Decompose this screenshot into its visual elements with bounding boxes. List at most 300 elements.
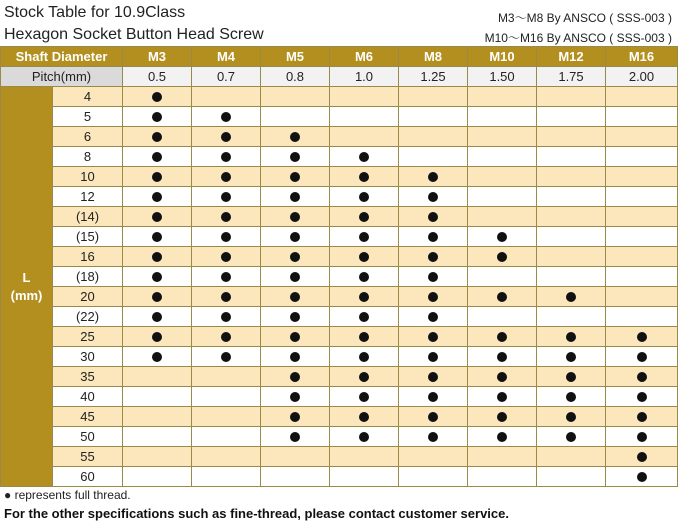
stock-cell xyxy=(399,127,468,147)
diameter-header: M4 xyxy=(192,47,261,67)
stock-cell xyxy=(330,147,399,167)
length-value: 10 xyxy=(53,167,123,187)
table-row xyxy=(1,327,678,347)
full-thread-dot-icon xyxy=(566,392,576,402)
stock-cell xyxy=(468,167,537,187)
full-thread-dot-icon xyxy=(221,212,231,222)
full-thread-dot-icon xyxy=(359,232,369,242)
stock-cell xyxy=(261,147,330,167)
full-thread-dot-icon xyxy=(359,212,369,222)
full-thread-dot-icon xyxy=(290,192,300,202)
stock-table-body xyxy=(1,87,678,487)
stock-cell xyxy=(468,467,537,487)
stock-cell xyxy=(399,87,468,107)
stock-cell xyxy=(123,427,192,447)
stock-cell xyxy=(537,367,606,387)
stock-cell xyxy=(468,427,537,447)
pitch-value: 1.50 xyxy=(468,67,537,87)
stock-cell xyxy=(537,87,606,107)
stock-cell xyxy=(606,167,678,187)
stock-cell xyxy=(537,147,606,167)
stock-cell xyxy=(468,327,537,347)
diameter-header: M5 xyxy=(261,47,330,67)
stock-cell xyxy=(192,467,261,487)
full-thread-dot-icon xyxy=(428,212,438,222)
stock-cell xyxy=(399,147,468,167)
stock-cell xyxy=(399,267,468,287)
stock-cell xyxy=(123,367,192,387)
stock-cell xyxy=(606,467,678,487)
full-thread-dot-icon xyxy=(221,232,231,242)
stock-cell xyxy=(261,267,330,287)
stock-cell xyxy=(399,187,468,207)
full-thread-dot-icon xyxy=(428,372,438,382)
stock-cell xyxy=(399,347,468,367)
stock-cell xyxy=(468,87,537,107)
table-row xyxy=(1,187,678,207)
full-thread-dot-icon xyxy=(497,332,507,342)
full-thread-dot-icon xyxy=(290,272,300,282)
stock-cell xyxy=(330,247,399,267)
table-row xyxy=(1,307,678,327)
full-thread-dot-icon xyxy=(290,132,300,142)
pitch-value: 0.5 xyxy=(123,67,192,87)
length-value: 25 xyxy=(53,327,123,347)
diameter-header: M6 xyxy=(330,47,399,67)
stock-cell xyxy=(330,267,399,287)
full-thread-dot-icon xyxy=(290,252,300,262)
stock-cell xyxy=(468,147,537,167)
stock-cell xyxy=(261,367,330,387)
full-thread-dot-icon xyxy=(359,252,369,262)
stock-cell xyxy=(330,207,399,227)
stock-cell xyxy=(399,467,468,487)
stock-cell xyxy=(330,347,399,367)
table-row xyxy=(1,247,678,267)
stock-cell xyxy=(261,447,330,467)
full-thread-dot-icon xyxy=(221,352,231,362)
stock-cell xyxy=(330,427,399,447)
stock-cell xyxy=(123,327,192,347)
length-value: 16 xyxy=(53,247,123,267)
full-thread-dot-icon xyxy=(290,212,300,222)
notes xyxy=(4,487,509,523)
table-row xyxy=(1,147,678,167)
stock-cell xyxy=(192,147,261,167)
stock-cell xyxy=(537,467,606,487)
title-line-1: Stock Table for 10.9Class xyxy=(4,4,186,21)
full-thread-dot-icon xyxy=(497,292,507,302)
length-label: L xyxy=(22,269,31,285)
full-thread-dot-icon xyxy=(497,352,507,362)
stock-cell xyxy=(261,247,330,267)
full-thread-dot-icon xyxy=(497,372,507,382)
full-thread-dot-icon xyxy=(290,352,300,362)
stock-cell xyxy=(399,427,468,447)
stock-cell xyxy=(399,227,468,247)
full-thread-dot-icon xyxy=(221,292,231,302)
full-thread-dot-icon xyxy=(290,232,300,242)
length-value: 60 xyxy=(53,467,123,487)
stock-cell xyxy=(399,247,468,267)
full-thread-dot-icon xyxy=(566,432,576,442)
full-thread-dot-icon xyxy=(152,232,162,242)
stock-table xyxy=(0,46,678,487)
full-thread-dot-icon xyxy=(428,232,438,242)
stock-cell xyxy=(399,407,468,427)
stock-cell xyxy=(123,467,192,487)
full-thread-dot-icon xyxy=(152,212,162,222)
full-thread-dot-icon xyxy=(359,392,369,402)
full-thread-dot-icon xyxy=(428,432,438,442)
stock-cell xyxy=(468,227,537,247)
table-row xyxy=(1,447,678,467)
stock-cell xyxy=(330,307,399,327)
pitch-value: 1.75 xyxy=(537,67,606,87)
stock-cell xyxy=(192,287,261,307)
stock-cell xyxy=(123,87,192,107)
full-thread-dot-icon xyxy=(428,252,438,262)
full-thread-dot-icon xyxy=(221,192,231,202)
title-line-2: Hexagon Socket Button Head Screw xyxy=(4,26,264,43)
stock-cell xyxy=(192,227,261,247)
length-value: 6 xyxy=(53,127,123,147)
diameter-header: M8 xyxy=(399,47,468,67)
stock-cell xyxy=(330,367,399,387)
stock-cell xyxy=(330,447,399,467)
stock-cell xyxy=(192,407,261,427)
stock-cell xyxy=(537,427,606,447)
full-thread-dot-icon xyxy=(428,172,438,182)
diameter-header: M12 xyxy=(537,47,606,67)
stock-cell xyxy=(192,427,261,447)
full-thread-dot-icon xyxy=(152,252,162,262)
stock-cell xyxy=(192,347,261,367)
full-thread-dot-icon xyxy=(359,432,369,442)
stock-cell xyxy=(123,307,192,327)
table-row xyxy=(1,407,678,427)
full-thread-dot-icon xyxy=(566,292,576,302)
table-row xyxy=(1,207,678,227)
full-thread-dot-icon xyxy=(290,392,300,402)
stock-cell xyxy=(261,127,330,147)
full-thread-dot-icon xyxy=(359,272,369,282)
stock-cell xyxy=(606,427,678,447)
stock-cell xyxy=(537,287,606,307)
stock-cell xyxy=(261,347,330,367)
full-thread-dot-icon xyxy=(152,312,162,322)
full-thread-legend: ● represents full thread. xyxy=(4,488,131,502)
full-thread-dot-icon xyxy=(152,152,162,162)
source-line-1: M3～M8 By ANSCO ( SSS-003 ) xyxy=(497,11,672,25)
stock-cell xyxy=(192,367,261,387)
stock-cell xyxy=(468,127,537,147)
full-thread-dot-icon xyxy=(359,172,369,182)
full-thread-dot-icon xyxy=(428,292,438,302)
full-thread-dot-icon xyxy=(566,352,576,362)
stock-cell xyxy=(606,187,678,207)
stock-cell xyxy=(261,307,330,327)
stock-cell xyxy=(537,447,606,467)
full-thread-dot-icon xyxy=(497,412,507,422)
stock-cell xyxy=(606,327,678,347)
length-value: 30 xyxy=(53,347,123,367)
stock-cell xyxy=(537,327,606,347)
stock-cell xyxy=(468,407,537,427)
full-thread-dot-icon xyxy=(221,332,231,342)
stock-cell xyxy=(399,287,468,307)
stock-cell xyxy=(123,387,192,407)
stock-cell xyxy=(261,167,330,187)
stock-cell xyxy=(330,467,399,487)
full-thread-dot-icon xyxy=(428,332,438,342)
pitch-value: 1.0 xyxy=(330,67,399,87)
stock-cell xyxy=(123,127,192,147)
table-row xyxy=(1,367,678,387)
stock-cell xyxy=(123,447,192,467)
table-row xyxy=(1,467,678,487)
stock-cell xyxy=(261,187,330,207)
stock-cell xyxy=(192,167,261,187)
full-thread-dot-icon xyxy=(637,472,647,482)
full-thread-dot-icon xyxy=(428,412,438,422)
full-thread-dot-icon xyxy=(637,352,647,362)
full-thread-dot-icon xyxy=(359,352,369,362)
full-thread-dot-icon xyxy=(637,432,647,442)
stock-cell xyxy=(606,247,678,267)
length-value: 12 xyxy=(53,187,123,207)
stock-cell xyxy=(261,387,330,407)
full-thread-dot-icon xyxy=(359,152,369,162)
stock-cell xyxy=(123,107,192,127)
stock-cell xyxy=(468,447,537,467)
stock-cell xyxy=(399,327,468,347)
full-thread-dot-icon xyxy=(428,272,438,282)
stock-cell xyxy=(606,387,678,407)
table-row xyxy=(1,227,678,247)
stock-cell xyxy=(261,327,330,347)
stock-cell xyxy=(399,447,468,467)
table-row xyxy=(1,427,678,447)
full-thread-dot-icon xyxy=(428,352,438,362)
full-thread-dot-icon xyxy=(152,172,162,182)
stock-cell xyxy=(261,407,330,427)
stock-cell xyxy=(606,107,678,127)
full-thread-dot-icon xyxy=(637,452,647,462)
length-value: 50 xyxy=(53,427,123,447)
full-thread-dot-icon xyxy=(152,352,162,362)
diameter-header: M3 xyxy=(123,47,192,67)
stock-cell xyxy=(468,267,537,287)
stock-cell xyxy=(399,307,468,327)
stock-cell xyxy=(192,387,261,407)
table-row xyxy=(1,287,678,307)
stock-cell xyxy=(468,367,537,387)
length-value: 5 xyxy=(53,107,123,127)
stock-cell xyxy=(123,407,192,427)
length-value: 55 xyxy=(53,447,123,467)
stock-cell xyxy=(606,207,678,227)
full-thread-dot-icon xyxy=(637,372,647,382)
stock-cell xyxy=(123,227,192,247)
stock-cell xyxy=(468,307,537,327)
stock-cell xyxy=(123,347,192,367)
stock-cell xyxy=(537,247,606,267)
length-value: 20 xyxy=(53,287,123,307)
stock-cell xyxy=(261,87,330,107)
source-line-2: M10～M16 By ANSCO ( SSS-003 ) xyxy=(484,31,672,45)
full-thread-dot-icon xyxy=(290,372,300,382)
pitch-row xyxy=(1,67,678,87)
full-thread-dot-icon xyxy=(290,432,300,442)
table-row xyxy=(1,267,678,287)
full-thread-dot-icon xyxy=(359,332,369,342)
full-thread-dot-icon xyxy=(152,292,162,302)
pitch-value: 2.00 xyxy=(606,67,678,87)
stock-cell xyxy=(123,267,192,287)
stock-cell xyxy=(537,207,606,227)
pitch-label: Pitch(mm) xyxy=(1,67,123,87)
diameter-header: M10 xyxy=(468,47,537,67)
stock-cell xyxy=(123,287,192,307)
stock-cell xyxy=(606,287,678,307)
full-thread-dot-icon xyxy=(359,372,369,382)
stock-cell xyxy=(261,287,330,307)
length-value: 40 xyxy=(53,387,123,407)
stock-cell xyxy=(399,107,468,127)
full-thread-dot-icon xyxy=(221,132,231,142)
length-value: 8 xyxy=(53,147,123,167)
stock-cell xyxy=(399,167,468,187)
stock-cell xyxy=(261,227,330,247)
stock-cell xyxy=(192,207,261,227)
full-thread-dot-icon xyxy=(221,152,231,162)
stock-cell xyxy=(537,107,606,127)
table-row xyxy=(1,107,678,127)
stock-cell xyxy=(537,267,606,287)
stock-cell xyxy=(330,127,399,147)
stock-cell xyxy=(123,187,192,207)
pitch-value: 0.7 xyxy=(192,67,261,87)
full-thread-dot-icon xyxy=(566,412,576,422)
stock-cell xyxy=(606,227,678,247)
stock-cell xyxy=(468,107,537,127)
stock-cell xyxy=(606,87,678,107)
full-thread-dot-icon xyxy=(152,332,162,342)
full-thread-dot-icon xyxy=(290,152,300,162)
full-thread-dot-icon xyxy=(428,192,438,202)
stock-cell xyxy=(123,147,192,167)
full-thread-dot-icon xyxy=(152,112,162,122)
stock-cell xyxy=(330,287,399,307)
stock-cell xyxy=(261,427,330,447)
stock-cell xyxy=(606,127,678,147)
shaft-diameter-header: Shaft Diameter xyxy=(1,47,123,67)
stock-cell xyxy=(399,367,468,387)
length-value: 45 xyxy=(53,407,123,427)
stock-cell xyxy=(330,187,399,207)
full-thread-dot-icon xyxy=(290,332,300,342)
stock-cell xyxy=(537,307,606,327)
stock-cell xyxy=(192,187,261,207)
full-thread-dot-icon xyxy=(359,312,369,322)
stock-cell xyxy=(123,247,192,267)
diameter-header-row xyxy=(1,47,678,67)
full-thread-dot-icon xyxy=(290,292,300,302)
stock-cell xyxy=(606,447,678,467)
stock-cell xyxy=(123,207,192,227)
full-thread-dot-icon xyxy=(497,432,507,442)
full-thread-dot-icon xyxy=(290,312,300,322)
pitch-value: 1.25 xyxy=(399,67,468,87)
stock-cell xyxy=(261,107,330,127)
stock-cell xyxy=(606,347,678,367)
length-value: (14) xyxy=(53,207,123,227)
full-thread-dot-icon xyxy=(221,112,231,122)
stock-cell xyxy=(606,407,678,427)
full-thread-dot-icon xyxy=(221,272,231,282)
length-unit-label: (mm) xyxy=(10,287,43,303)
full-thread-dot-icon xyxy=(428,392,438,402)
stock-cell xyxy=(330,227,399,247)
full-thread-dot-icon xyxy=(497,392,507,402)
stock-cell xyxy=(606,307,678,327)
stock-cell xyxy=(192,267,261,287)
stock-cell xyxy=(192,307,261,327)
stock-cell xyxy=(468,207,537,227)
stock-cell xyxy=(468,287,537,307)
pitch-value: 0.8 xyxy=(261,67,330,87)
full-thread-dot-icon xyxy=(221,312,231,322)
length-value: (18) xyxy=(53,267,123,287)
contact-note: For the other specifications such as fine-thread, please contact customer service. xyxy=(4,506,509,521)
stock-cell xyxy=(330,407,399,427)
full-thread-dot-icon xyxy=(221,172,231,182)
full-thread-dot-icon xyxy=(566,372,576,382)
stock-cell xyxy=(468,387,537,407)
table-row xyxy=(1,87,678,107)
full-thread-dot-icon xyxy=(152,192,162,202)
stock-cell xyxy=(261,467,330,487)
stock-cell xyxy=(330,387,399,407)
full-thread-dot-icon xyxy=(637,392,647,402)
stock-cell xyxy=(537,347,606,367)
full-thread-dot-icon xyxy=(290,172,300,182)
full-thread-dot-icon xyxy=(152,272,162,282)
diameter-header: M16 xyxy=(606,47,678,67)
full-thread-dot-icon xyxy=(221,252,231,262)
stock-cell xyxy=(192,87,261,107)
full-thread-dot-icon xyxy=(566,332,576,342)
stock-cell xyxy=(399,387,468,407)
stock-cell xyxy=(468,247,537,267)
stock-cell xyxy=(537,387,606,407)
full-thread-dot-icon xyxy=(359,412,369,422)
full-thread-dot-icon xyxy=(428,312,438,322)
stock-cell xyxy=(261,207,330,227)
source-block xyxy=(485,8,672,48)
full-thread-dot-icon xyxy=(359,292,369,302)
title-block xyxy=(4,2,264,46)
table-row xyxy=(1,347,678,367)
stock-cell xyxy=(537,167,606,187)
full-thread-dot-icon xyxy=(497,232,507,242)
length-axis-label xyxy=(1,87,53,487)
length-value: (22) xyxy=(53,307,123,327)
stock-cell xyxy=(606,267,678,287)
stock-cell xyxy=(330,87,399,107)
stock-cell xyxy=(123,167,192,187)
